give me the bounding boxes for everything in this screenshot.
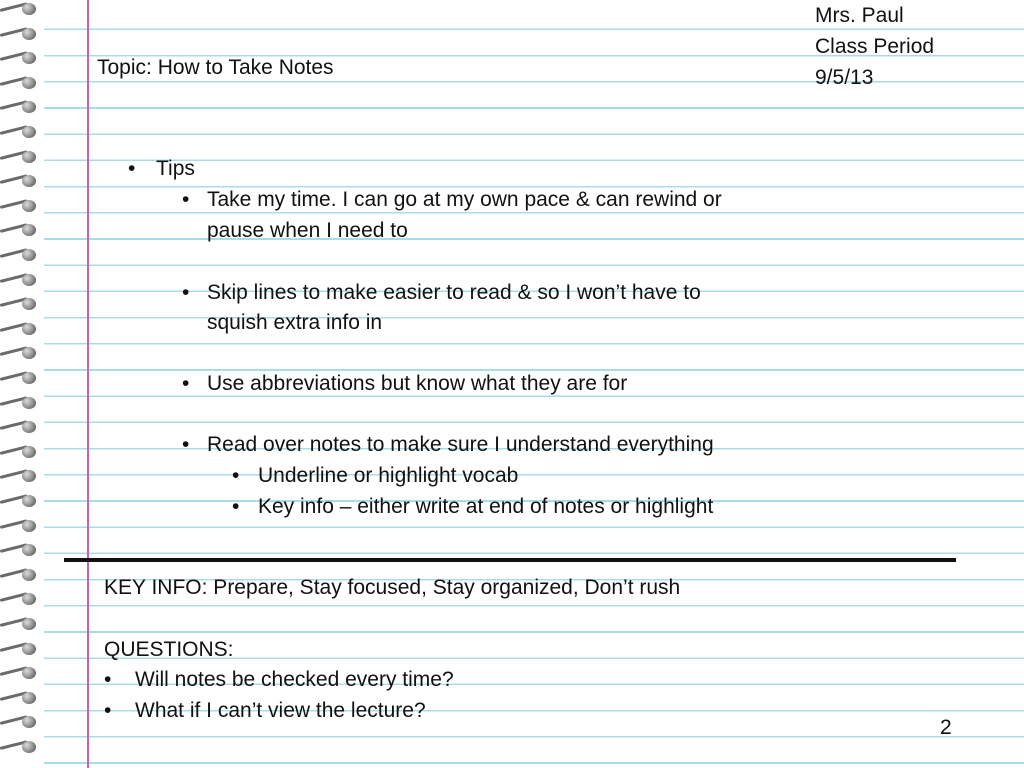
bullet-dot: •: [104, 699, 112, 722]
spiral-hole: [22, 716, 36, 728]
spiral-ring: [0, 420, 40, 434]
bullet-dot: •: [182, 433, 190, 456]
spiral-binding: [0, 0, 44, 768]
spiral-ring: [0, 445, 40, 459]
tip-3: Use abbreviations but know what they are for: [207, 372, 628, 395]
spiral-ring: [0, 469, 40, 483]
spiral-ring: [0, 371, 40, 385]
spiral-ring: [0, 691, 40, 705]
spiral-hole: [22, 347, 36, 359]
spiral-hole: [22, 741, 36, 753]
bullet-dot: •: [104, 668, 112, 691]
class-period: Class Period: [815, 35, 935, 58]
spiral-hole: [22, 101, 36, 113]
spiral-ring: [0, 617, 40, 631]
spiral-hole: [22, 274, 36, 286]
page-number: 2: [940, 716, 952, 739]
spiral-ring: [0, 322, 40, 336]
bullet-dot: •: [182, 281, 190, 304]
spiral-hole: [22, 593, 36, 605]
spiral-hole: [22, 692, 36, 704]
spiral-hole: [22, 520, 36, 532]
bullet-dot: •: [182, 372, 190, 395]
date: 9/5/13: [815, 66, 874, 89]
spiral-hole: [22, 643, 36, 655]
spiral-ring: [0, 568, 40, 582]
spiral-hole: [22, 470, 36, 482]
bullet-dot: •: [232, 495, 240, 518]
tip-1-line-2: pause when I need to: [207, 219, 408, 242]
spiral-ring: [0, 494, 40, 508]
spiral-ring: [0, 519, 40, 533]
sub-tip-2: Key info – either write at end of notes or highlight: [258, 495, 714, 518]
spiral-hole: [22, 3, 36, 15]
spiral-ring: [0, 51, 40, 65]
spiral-hole: [22, 397, 36, 409]
spiral-hole: [22, 28, 36, 40]
spiral-hole: [22, 175, 36, 187]
spiral-ring: [0, 297, 40, 311]
margin-line: [87, 0, 89, 768]
bullet-dot: •: [128, 157, 136, 180]
spiral-hole: [22, 298, 36, 310]
bullet-dot: •: [232, 464, 240, 487]
spiral-ring: [0, 346, 40, 360]
spiral-hole: [22, 224, 36, 236]
spiral-hole: [22, 569, 36, 581]
tips-label: Tips: [156, 157, 195, 180]
spiral-ring: [0, 396, 40, 410]
key-info: KEY INFO: Prepare, Stay focused, Stay organized, Don’t rush: [104, 576, 681, 599]
spiral-hole: [22, 151, 36, 163]
spiral-hole: [22, 544, 36, 556]
bullet-dot: •: [182, 188, 190, 211]
spiral-ring: [0, 740, 40, 754]
spiral-hole: [22, 52, 36, 64]
tip-2-line-2: squish extra info in: [207, 311, 383, 334]
sub-tip-1: Underline or highlight vocab: [258, 464, 519, 487]
spiral-ring: [0, 715, 40, 729]
tip-1-line-1: Take my time. I can go at my own pace & can rewind or: [207, 188, 722, 211]
spiral-hole: [22, 323, 36, 335]
questions-label: QUESTIONS:: [104, 638, 234, 661]
spiral-hole: [22, 372, 36, 384]
spiral-hole: [22, 249, 36, 261]
tip-4: Read over notes to make sure I understand everything: [207, 433, 714, 456]
spiral-ring: [0, 100, 40, 114]
spiral-hole: [22, 200, 36, 212]
summary-divider: [64, 558, 956, 562]
spiral-hole: [22, 421, 36, 433]
topic-title: Topic: How to Take Notes: [97, 56, 334, 79]
spiral-ring: [0, 223, 40, 237]
question-1: Will notes be checked every time?: [135, 668, 454, 691]
spiral-hole: [22, 77, 36, 89]
spiral-ring: [0, 543, 40, 557]
spiral-ring: [0, 248, 40, 262]
question-2: What if I can’t view the lecture?: [135, 699, 426, 722]
spiral-ring: [0, 273, 40, 287]
spiral-ring: [0, 27, 40, 41]
spiral-ring: [0, 125, 40, 139]
spiral-hole: [22, 446, 36, 458]
spiral-hole: [22, 618, 36, 630]
spiral-ring: [0, 2, 40, 16]
tip-2-line-1: Skip lines to make easier to read & so I won’t have to: [207, 281, 701, 304]
spiral-hole: [22, 126, 36, 138]
spiral-hole: [22, 667, 36, 679]
teacher-name: Mrs. Paul: [815, 4, 904, 27]
spiral-ring: [0, 174, 40, 188]
spiral-hole: [22, 495, 36, 507]
spiral-ring: [0, 666, 40, 680]
spiral-ring: [0, 642, 40, 656]
spiral-ring: [0, 150, 40, 164]
spiral-ring: [0, 592, 40, 606]
spiral-ring: [0, 199, 40, 213]
header-block: [815, 0, 934, 93]
spiral-ring: [0, 76, 40, 90]
